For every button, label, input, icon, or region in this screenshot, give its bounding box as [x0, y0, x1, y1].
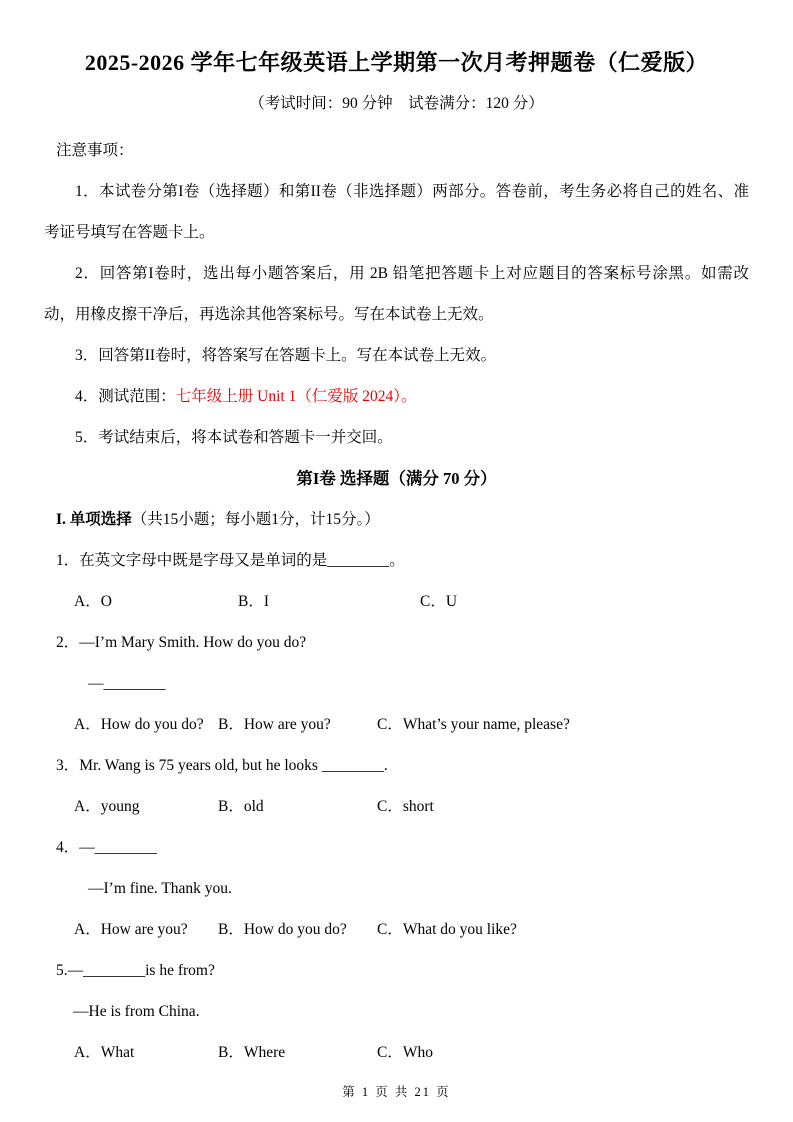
notice-item-1: 1．本试卷分第I卷（选择题）和第II卷（非选择题）两部分。答卷前，考生务必将自己的姓名、准考证号填写在答题卡上。: [44, 183, 749, 241]
question-3-stem: 3．Mr. Wang is 75 years old, but he looks ________.: [56, 757, 388, 774]
question-5: [44, 950, 749, 1073]
exam-time-score-line: （考试时间：90 分钟 试卷满分：120 分）: [249, 95, 544, 112]
notice-item-4-scope: 七年级上册 Unit 1（仁爱版 2024）。: [175, 388, 417, 405]
notice-item-5: 5．考试结束后，将本试卷和答题卡一并交回。: [75, 429, 393, 446]
option-b: B．I: [238, 593, 270, 610]
question-5-options: [44, 1032, 749, 1073]
question-2: [44, 622, 749, 745]
option-c: C．What do you like?: [377, 921, 517, 938]
part-1-heading: [56, 499, 749, 540]
option-c: C．Who: [377, 1044, 433, 1061]
question-1-options: [44, 581, 749, 622]
notice-item-2: 2．回答第I卷时，选出每小题答案后，用 2B 铅笔把答题卡上对应题目的答案标号涂黑。如需改动，用橡皮擦干净后，再选涂其他答案标号。写在本试卷上无效。: [44, 265, 749, 323]
page-title: 2025-2026 学年七年级英语上学期第一次月考押题卷（仁爱版）: [84, 50, 709, 75]
notices-heading: 注意事项：: [56, 142, 134, 159]
option-b: B．How do you do?: [218, 921, 347, 938]
question-2-options: [44, 704, 749, 745]
option-a: A．How do you do?: [74, 716, 204, 733]
option-b: B．old: [218, 798, 264, 815]
question-4-stem: 4．—________: [56, 839, 157, 856]
option-a: A．What: [74, 1044, 135, 1061]
part-1-label: I. 单项选择: [56, 511, 132, 528]
option-b: B．How are you?: [218, 716, 331, 733]
question-5-stem: 5.—________is he from?: [56, 962, 215, 979]
question-5-reply: —He is from China.: [73, 1003, 200, 1020]
option-a: A．O: [74, 593, 112, 610]
page-number-footer: 第 1 页 共 21 页: [342, 1085, 451, 1099]
section-1-title: 第I卷 选择题（满分 70 分）: [296, 469, 497, 488]
option-c: C．short: [377, 798, 434, 815]
question-2-reply: —________: [88, 675, 166, 692]
question-1: [44, 540, 749, 622]
option-c: C．U: [420, 593, 458, 610]
notices-block: [44, 130, 749, 458]
question-4-reply: —I’m fine. Thank you.: [88, 880, 232, 897]
option-a: A．young: [74, 798, 140, 815]
question-3: [44, 745, 749, 827]
option-c: C．What’s your name, please?: [377, 716, 570, 733]
option-a: A．How are you?: [74, 921, 188, 938]
part-1-description: （共15小题；每小题1分，计15分。）: [131, 511, 380, 528]
notice-item-3: 3．回答第II卷时，将答案写在答题卡上。写在本试卷上无效。: [75, 347, 497, 364]
question-3-options: [44, 786, 749, 827]
question-2-stem: 2．—I’m Mary Smith. How do you do?: [56, 634, 307, 651]
question-4-options: [44, 909, 749, 950]
notice-item-4: [44, 376, 749, 417]
notice-item-4-prefix: 4．测试范围：: [75, 388, 176, 405]
question-1-stem: 1．在英文字母中既是字母又是单词的是________。: [56, 552, 405, 569]
question-4: [44, 827, 749, 950]
option-b: B．Where: [218, 1044, 286, 1061]
